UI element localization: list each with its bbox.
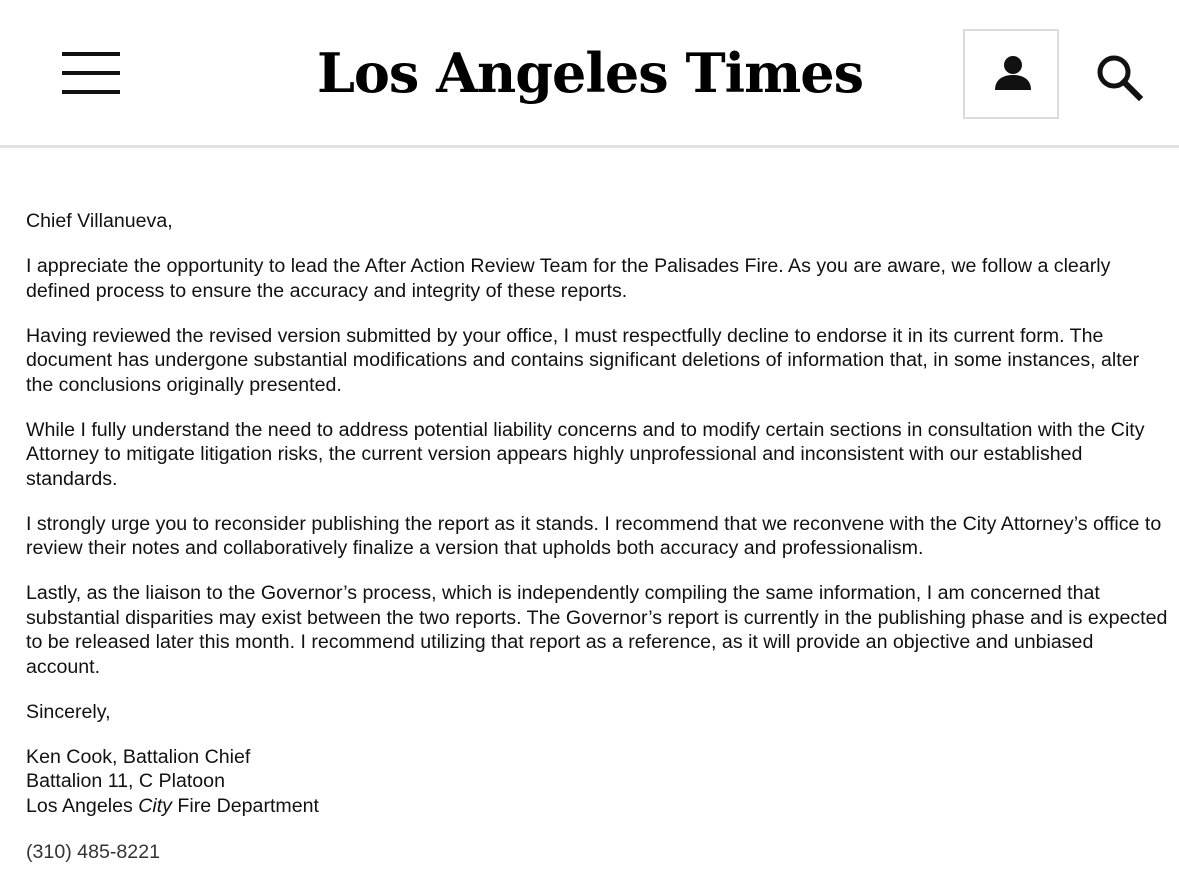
signature-department xyxy=(26,794,1171,819)
search-icon xyxy=(1092,50,1146,104)
site-header xyxy=(0,0,1179,148)
hamburger-menu-icon[interactable] xyxy=(60,50,122,98)
search-button[interactable] xyxy=(1092,50,1146,104)
letter-document xyxy=(26,209,1171,818)
department-italic: City xyxy=(138,794,172,817)
letter-paragraph: I strongly urge you to reconsider publishing the report as it stands. I recommend that we reconvene with the City Attorney’s office to review their notes and collaboratively finalize a version that upholds both accuracy and professionalism. xyxy=(26,512,1162,559)
site-logo[interactable]: Los Angeles Times xyxy=(316,41,864,105)
signature-block xyxy=(26,745,1171,819)
account-button[interactable] xyxy=(963,29,1059,119)
signature-phone: (310) 485-8221 xyxy=(26,841,160,863)
menu-bar xyxy=(62,71,120,75)
letter-paragraph: I appreciate the opportunity to lead the After Action Review Team for the Palisades Fire. As you are aware, we follow a clearly defined process to ensure the accuracy and integrity of these reports. xyxy=(26,255,1111,302)
menu-bar xyxy=(62,52,120,56)
department-suffix: Fire Department xyxy=(171,794,319,817)
letter-paragraph: Lastly, as the liaison to the Governor’s process, which is independently compiling the same information, I am concerned that substantial disparities may exist between the two reports. The Governor’s report is currently in the publishing phase and is expected to be released later this month. I recommend utilizing that report as a reference, as it will provide an objective and unbiased account. xyxy=(26,582,1168,678)
department-prefix: Los Angeles xyxy=(26,794,139,817)
letter-paragraph: Having reviewed the revised version submitted by your office, I must respectfully decline to endorse it in its current form. The document has undergone substantial modifications and contains significant deletions of information that, in some instances, alter the conclusions originally presented. xyxy=(26,324,1140,396)
user-icon xyxy=(993,54,1033,94)
letter-paragraph: While I fully understand the need to address potential liability concerns and to modify certain sections in consultation with the City Attorney to mitigate litigation risks, the current version appears highly unprofessional and inconsistent with our established standards. xyxy=(26,418,1145,490)
letter-salutation: Chief Villanueva, xyxy=(26,210,173,232)
letter-closing: Sincerely, xyxy=(26,700,111,723)
signature-unit: Battalion 11, C Platoon xyxy=(26,770,225,792)
signature-name: Ken Cook, Battalion Chief xyxy=(26,745,251,768)
menu-bar xyxy=(62,90,120,94)
signature-phone-cutoff xyxy=(26,841,186,863)
